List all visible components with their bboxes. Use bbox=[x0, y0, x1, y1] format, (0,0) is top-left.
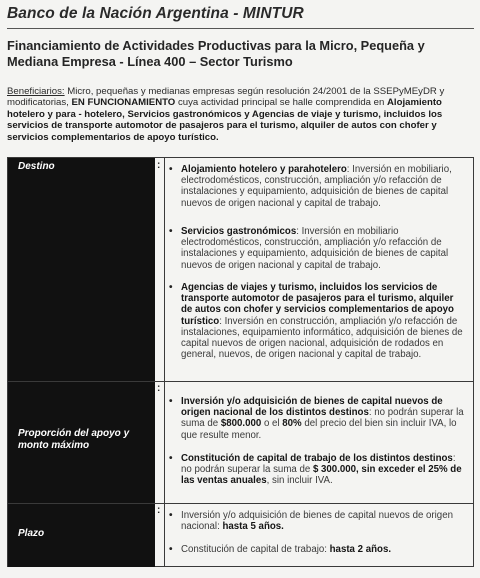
colon-separator: : bbox=[157, 505, 161, 516]
plazo-label-cell bbox=[8, 504, 155, 567]
bullet-icon: • bbox=[169, 453, 173, 464]
plazo-label: Plazo bbox=[18, 528, 45, 539]
item-text: , sin incluir IVA. bbox=[266, 475, 333, 487]
en-funcionamiento-text: EN FUNCIONAMIENTO bbox=[71, 97, 176, 109]
item-text: : no podrán superar la suma de bbox=[181, 407, 464, 430]
item-text: Inversión y/o adquisición de bienes de capital nuevos de origen nacional: bbox=[181, 510, 453, 533]
item-amount: $800.000 bbox=[220, 418, 262, 430]
item-text: del precio del bien sin incluir IVA, lo que resulte menor. bbox=[181, 418, 457, 441]
title-divider bbox=[7, 28, 474, 29]
column-divider bbox=[164, 158, 165, 566]
bullet-icon: • bbox=[169, 510, 173, 521]
bullet-icon: • bbox=[169, 544, 173, 555]
proporcion-item-inversion bbox=[181, 396, 467, 441]
proporcion-label: Proporción del apoyo y monto máximo bbox=[18, 428, 130, 451]
destino-label: Destino bbox=[18, 161, 55, 172]
item-text: Constitución de capital de trabajo: bbox=[181, 544, 330, 555]
item-amount: $ 300.000, sin exceder el 25% de las ventas anuales bbox=[181, 464, 462, 487]
item-text: : Inversión en mobiliario electrodomésticos, construcción, ampliación y/o refacción de instalaciones y equipamiento, adquisición de bienes de capital nuevos de origen nacional y capital de trabajo. bbox=[181, 226, 449, 271]
colon-separator: : bbox=[157, 160, 161, 171]
proporcion-label-cell bbox=[8, 382, 155, 503]
proporcion-item-capital bbox=[181, 453, 467, 487]
row-divider bbox=[8, 381, 473, 382]
beneficiarios-label: Beneficiarios: bbox=[7, 86, 65, 97]
item-heading: Alojamiento hotelero y parahotelero bbox=[181, 164, 347, 175]
item-heading: Servicios gastronómicos bbox=[181, 226, 297, 237]
destino-item-agencias bbox=[181, 282, 467, 360]
destino-label-cell bbox=[8, 158, 155, 381]
bank-title: Banco de la Nación Argentina - MINTUR bbox=[7, 5, 304, 22]
beneficiaries-paragraph bbox=[7, 86, 475, 143]
intro-text-2: cuya actividad principal se halle comprendida en bbox=[175, 97, 387, 109]
item-term: hasta 2 años. bbox=[329, 544, 392, 555]
conditions-table bbox=[7, 157, 474, 567]
destino-item-alojamiento bbox=[181, 164, 467, 209]
destino-item-gastronomicos bbox=[181, 226, 467, 271]
item-heading: Constitución de capital de trabajo de los distintos destinos bbox=[181, 453, 453, 464]
item-text: : no podrán superar la suma de bbox=[181, 453, 456, 476]
item-text: o el bbox=[261, 418, 283, 430]
item-percent: 80% bbox=[282, 418, 302, 430]
intro-text-1: Micro, pequeñas y medianas empresas según resolución 24/2001 de la SSEPyMEyDR y modificatorias, bbox=[7, 86, 445, 109]
item-text: : Inversión en mobiliario, electrodomésticos, construcción, ampliación y/o refacción de instalaciones y equipamiento, adquisición de bienes de capital nuevos de origen nacional y capital de trabajo. bbox=[181, 164, 452, 209]
item-heading: Agencias de viajes y turismo, incluidos los servicios de transporte automotor de pasajeros para el turismo, alquiler de autos con chofer y servicios complementarios de apoyo turístico bbox=[181, 282, 454, 327]
bullet-icon: • bbox=[169, 282, 173, 293]
item-text: : Inversión en construcción, ampliación y/o refacción de instalaciones, equipamiento informático, adquisición de bienes de capital nuevos de origen nacional, adquisición de rodados en general, nuevos, de origen nacional y capital de trabajo. bbox=[181, 315, 463, 361]
item-heading: Inversión y/o adquisición de bienes de capital nuevos de origen nacional de los distintos destinos bbox=[181, 396, 443, 419]
row-divider bbox=[8, 503, 473, 504]
colon-separator: : bbox=[157, 383, 161, 394]
bullet-icon: • bbox=[169, 164, 173, 175]
bullet-icon: • bbox=[169, 226, 173, 237]
activities-text: Alojamiento hotelero y para - hotelero, Servicios gastronómicos y Agencias de viaje y turismo, incluidos los servicios de transporte automotor de pasajeros para el turismo, alquiler de autos con chofer y servicios complementarios de apoyo turístico. bbox=[7, 97, 443, 143]
plazo-item-inversion bbox=[181, 510, 467, 532]
bullet-icon: • bbox=[169, 396, 173, 407]
plazo-item-capital bbox=[181, 544, 467, 555]
item-term: hasta 5 años. bbox=[222, 521, 284, 533]
document-subtitle: Financiamiento de Actividades Productivas para la Micro, Pequeña y Mediana Empresa - Línea 400 – Sector Turismo bbox=[7, 38, 425, 69]
